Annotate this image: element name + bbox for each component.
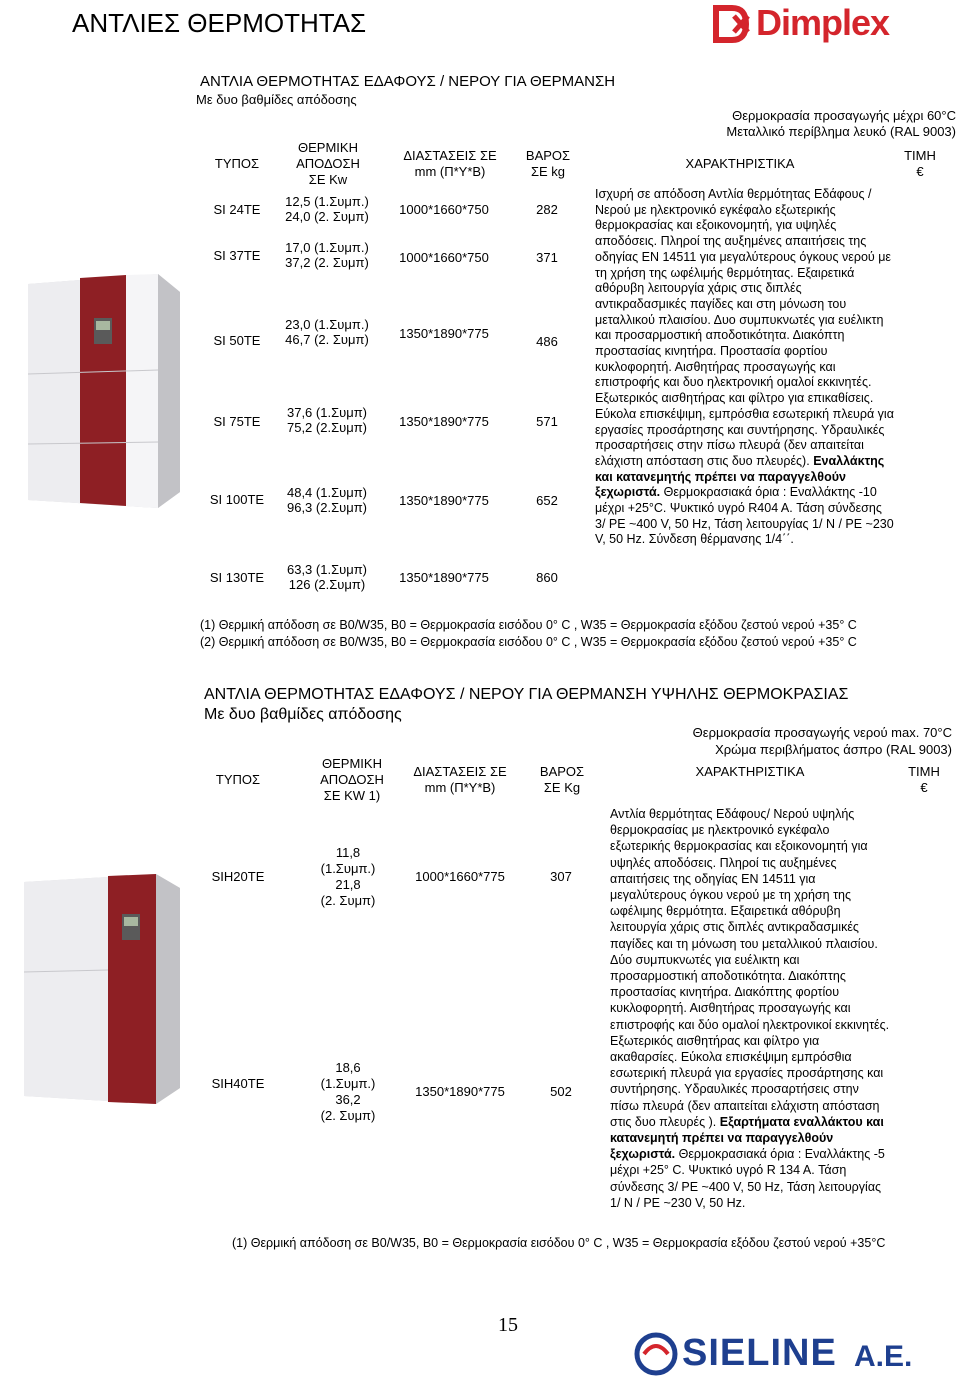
row5-power-stage2: 96,3 (2.Συμπ) xyxy=(286,500,368,515)
row3-power-stage1: 23,0 (1.Συμπ.) xyxy=(285,317,369,332)
row-sih40-weight: 502 xyxy=(550,1084,572,1099)
col2-header-weight xyxy=(530,764,594,796)
row2-power-stage1: 17,0 (1.Συμπ.) xyxy=(285,240,369,255)
section1-features-bold: Εναλλάκτης και κατανεμητής πρέπει να παραγγελθούν ξεχωριστά. xyxy=(595,453,885,500)
row4-power xyxy=(277,405,377,435)
sieline-brand-text: SIELINE xyxy=(682,1332,837,1374)
max-supply-temp-note: Θερμοκρασία προσαγωγής νερού max. 70°C xyxy=(692,725,952,740)
col2-header-price xyxy=(904,764,944,796)
row-sih20-weight: 307 xyxy=(550,869,572,884)
col2-header-dims xyxy=(400,764,520,796)
col-header-power-line2: ΑΠΟΔΟΣΗ xyxy=(296,156,360,171)
section1-features-text: Ισχυρή σε απόδοση Αντλία θερμότητας Εδάφους / Νερού με ηλεκτρονικό εγκέφαλο εξωτερικής θερμοκρασίας και εξοικονομητή, για υψηλές αποδόσεις. Πληροί της αυξημένες απαιτήσεις της οδηγίας EN 14511 για μεγαλύτερους όγκους νερού με τη χρήση της ωφέλιμής θερμότητας. Εξαιρετικά αθόρυβη λειτουργία χάρις στις διπλές αντικραδασμικές παγίδες και στη μόνωση του μεταλλικού πλαισίου. Δυο συμπυκνωτές για ευέλικτη και προσαρμοστική αποδοτικότητα. Διακόπτη προστασίας κινητήρα. Προστασία φορτίου κυκλοφορητή. Αισθητήρας προσαγωγής και επιστροφής και δυο ηλεκτρονική ομαλοί εκκινητές. Εξωτερικός αισθητήρας και φίλτρο για επικαθίσεις. Εύκολα επισκέψιμη, εμπρόσθια εσωτερική πλευρά για εργασίες προσάρτησης και συντήρησης. Υδραυλικές προσαρτήσεις στην πίσω πλευρά (δεν απαιτείται ελάχιστη απόσταση στις δυο πλευρές). xyxy=(595,187,894,468)
row-sih20-power-2: (1.Συμπ.) xyxy=(320,861,376,876)
col-header-weight xyxy=(518,148,578,180)
row-sih40-power-2: (1.Συμπ.) xyxy=(320,1076,376,1091)
col2-header-dims-line2: mm (Π*Υ*Β) xyxy=(424,780,496,795)
row-sih20-power-4: (2. Συμπ) xyxy=(320,893,376,908)
row1-weight: 282 xyxy=(536,202,558,217)
row-sih20-power xyxy=(300,845,396,909)
col-header-price xyxy=(900,148,940,180)
section1-footnote-1: (1) Θερμική απόδοση σε B0/W35, B0 = Θερμοκρασία εισόδου 0° C , W35 = Θερμοκρασία εξόδου ζεστού νερού +35° C xyxy=(200,618,857,632)
col2-header-price-line1: ΤΙΜΗ xyxy=(908,764,940,779)
section1-title: ΑΝΤΛΙΑ ΘΕΡΜΟΤΗΤΑΣ ΕΔΑΦΟΥΣ / ΝΕΡΟΥ ΓΙΑ ΘΕΡΜΑΝΣΗ xyxy=(200,73,616,90)
row3-dims: 1350*1890*775 xyxy=(399,326,489,341)
section1-features-tail: Θερμοκρασιακά όρια : Εναλλάκτης -10 μέχρι +25°C. Ψυκτικό υγρό R404 A. Τάση σύνδεσης 3/ PE ~400 V, 50 Hz, Τάση λειτουργίας 1/ N / PE ~230 V, 50 Hz. Σύνδεση θέρμανσης 1/4΄΄. xyxy=(595,485,894,547)
col-header-dims-line1: ΔΙΑΣΤΑΣΕΙΣ ΣΕ xyxy=(403,148,497,163)
col2-header-features: ΧΑΡΑΚΤΗΡΙΣΤΙΚΑ xyxy=(695,764,805,779)
section2-footnote: (1) Θερμική απόδοση σε B0/W35, B0 = Θερμοκρασία εισόδου 0° C , W35 = Θερμοκρασία εξόδου ζεστού νερού +35°C xyxy=(232,1236,886,1250)
high-temp-heat-pump-photo xyxy=(4,862,194,1112)
col-header-weight-line1: ΒΑΡΟΣ xyxy=(525,148,571,163)
row2-power xyxy=(277,240,377,270)
col-header-dims xyxy=(390,148,510,180)
row6-weight: 860 xyxy=(536,570,558,585)
row2-weight: 371 xyxy=(536,250,558,265)
row6-power-stage2: 126 (2.Συμπ) xyxy=(288,577,366,592)
row3-power-stage2: 46,7 (2. Συμπ) xyxy=(285,332,369,347)
row2-power-stage2: 37,2 (2. Συμπ) xyxy=(285,255,369,270)
row-sih20-type: SIH20TE xyxy=(211,869,265,884)
row-sih40-power-4: (2. Συμπ) xyxy=(320,1108,376,1123)
section1-subtitle: Με δυο βαθμίδες απόδοσης xyxy=(196,92,357,107)
row5-weight: 652 xyxy=(536,493,558,508)
row-sih20-power-3: 21,8 xyxy=(335,877,361,892)
col2-header-price-line2: € xyxy=(920,780,928,795)
sieline-logo xyxy=(634,1332,934,1372)
row3-type: SI 50TE xyxy=(213,333,261,348)
section1-features xyxy=(595,187,895,548)
row1-type: SI 24TE xyxy=(213,202,261,217)
col2-header-weight-line1: ΒΑΡΟΣ xyxy=(539,764,585,779)
sieline-brand-suffix: A.E. xyxy=(854,1340,913,1373)
col-header-weight-line2: ΣΕ kg xyxy=(530,164,566,179)
row5-dims: 1350*1890*775 xyxy=(399,493,489,508)
section2-subtitle: Με δυο βαθμίδες απόδοσης xyxy=(204,706,402,723)
col2-header-type: ΤΥΠΟΣ xyxy=(215,772,261,787)
col-header-power-line1: ΘΕΡΜΙΚΗ xyxy=(298,140,358,155)
col-header-power-line3: ΣΕ Kw xyxy=(308,172,348,187)
row5-type: SI 100TE xyxy=(209,492,265,507)
section2-features xyxy=(610,806,890,1211)
row-sih20-power-1: 11,8 xyxy=(335,845,361,860)
col2-header-weight-line2: ΣΕ Kg xyxy=(543,780,581,795)
dimplex-logo xyxy=(712,4,922,44)
row4-dims: 1350*1890*775 xyxy=(399,414,489,429)
row-sih40-power xyxy=(300,1060,396,1124)
row4-power-stage2: 75,2 (2.Συμπ) xyxy=(286,420,368,435)
section2-title: ΑΝΤΛΙΑ ΘΕΡΜΟΤΗΤΑΣ ΕΔΑΦΟΥΣ / ΝΕΡΟΥ ΓΙΑ ΘΕΡΜΑΝΣΗ ΥΨΗΛΗΣ ΘΕΡΜΟΚΡΑΣΙΑΣ xyxy=(204,686,849,703)
row1-power-stage2: 24,0 (2. Συμπ) xyxy=(285,209,369,224)
supply-temp-note: Θερμοκρασία προσαγωγής μέχρι 60°C xyxy=(732,108,956,123)
dimplex-logo-icon xyxy=(712,4,756,44)
section1-footnotes xyxy=(200,617,857,651)
col-header-features: ΧΑΡΑΚΤΗΡΙΣΤΙΚΑ xyxy=(685,156,795,171)
row2-dims: 1000*1660*750 xyxy=(399,250,489,265)
heat-pump-photo xyxy=(8,264,188,514)
section2-notes xyxy=(693,724,952,758)
row4-type: SI 75TE xyxy=(213,414,261,429)
col-header-power xyxy=(283,140,373,188)
row2-type: SI 37TE xyxy=(213,248,261,263)
page-title: ΑΝΤΛΙΕΣ ΘΕΡΜΟΤΗΤΑΣ xyxy=(72,8,367,38)
row1-power xyxy=(277,194,377,224)
row4-weight: 571 xyxy=(536,414,558,429)
dimplex-brand-text: Dimplex xyxy=(756,2,890,43)
row5-power-stage1: 48,4 (1.Συμπ) xyxy=(286,485,368,500)
sieline-logo-icon xyxy=(634,1332,678,1376)
section2-features-tail: Θερμοκρασιακά όρια : Εναλλάκτης -5 μέχρι +25° C. Ψυκτικό υγρό R 134 A. Τάση σύνδεσης 3/ PE ~400 V, 50 Hz, Τάση λειτουργίας 1/ N / PE ~230 V, 50 Hz. xyxy=(610,1147,885,1210)
section1-footnote-2: (2) Θερμική απόδοση σε B0/W35, B0 = Θερμοκρασία εισόδου 0° C , W35 = Θερμοκρασία εξόδου ζεστού νερού +35° C xyxy=(200,635,857,649)
casing-note: Μεταλλικό περίβλημα λευκό (RAL 9003) xyxy=(726,124,956,139)
row-sih20-dims: 1000*1660*775 xyxy=(415,869,505,884)
row3-power xyxy=(277,317,377,347)
row3-weight: 486 xyxy=(536,334,558,349)
col2-header-dims-line1: ΔΙΑΣΤΑΣΕΙΣ ΣΕ xyxy=(413,764,507,779)
row6-power xyxy=(277,562,377,592)
row1-dims: 1000*1660*750 xyxy=(399,202,489,217)
row-sih40-power-3: 36,2 xyxy=(335,1092,361,1107)
col-header-type: ΤΥΠΟΣ xyxy=(214,156,260,171)
col2-header-power-line1: ΘΕΡΜΙΚΗ xyxy=(322,756,382,771)
col2-header-power-line2: ΑΠΟΔΟΣΗ xyxy=(320,772,384,787)
col-header-price-line2: € xyxy=(916,164,924,179)
row-sih40-power-1: 18,6 xyxy=(335,1060,361,1075)
row5-power xyxy=(277,485,377,515)
row6-dims: 1350*1890*775 xyxy=(399,570,489,585)
col-header-dims-line2: mm (Π*Υ*Β) xyxy=(414,164,486,179)
page-number: 15 xyxy=(498,1314,518,1336)
col2-header-power xyxy=(300,756,404,804)
casing-color-note: Χρώμα περιβλήματος άσπρο (RAL 9003) xyxy=(715,742,952,757)
row-sih40-dims: 1350*1890*775 xyxy=(415,1084,505,1099)
col-header-price-line1: ΤΙΜΗ xyxy=(904,148,936,163)
row-sih40-type: SIH40TE xyxy=(211,1076,265,1091)
row6-type: SI 130TE xyxy=(209,570,265,585)
col2-header-power-line3: ΣΕ KW 1) xyxy=(323,788,381,803)
row1-power-stage1: 12,5 (1.Συμπ.) xyxy=(285,194,369,209)
row4-power-stage1: 37,6 (1.Συμπ) xyxy=(286,405,368,420)
section2-features-text: Αντλία θερμότητας Εδάφους/ Νερού υψηλής θερμοκρασίας με ηλεκτρονικό εγκέφαλο εξωτερικής θερμοκρασίας και εξοικονομητή για υψηλές αποδόσεις. Πληροί τις αυξημένες απαιτήσεις της οδηγίας EN 14511 για μεγαλύτερους όγκου νερού με τη χρήση της ωφέλιμης θερμότητα. Εξαιρετικά αθόρυβη λειτουργία χάρις στις διπλές αντικραδασμικές παγίδες και τη μόνωση του μεταλλικού πλαισίου. Δύο συμπυκνωτές για ευέλικτη και προσαρμοστική αποδοτικότητα. Διακόπτης προστασίας κινητήρα. Διακόπτης φορτίου κυκλοφορητή. Αισθητήρας προσαγωγής και επιστροφής και δύο ομαλοί ηλεκτρονικοί εκκινητές. Εξωτερικός αισθητήρας και φίλτρο για ακαθαρσίες. Εύκολα επισκέψιμη εμπρόσθια εσωτερική πλευρά για εργασίες προσάρτησης και συντήρησης. Υδραυλικές προσαρτήσεις στην πίσω πλευρά (δεν απαιτείται ελάχιστη απόσταση στις δυο πλευρές ). xyxy=(610,807,890,1129)
section2-features-bold: Εξαρτήματα εναλλάκτου και κατανεμητή πρέπει να παραγγελθούν ξεχωριστά. xyxy=(610,1114,884,1162)
section1-notes xyxy=(726,108,956,140)
row6-power-stage1: 63,3 (1.Συμπ) xyxy=(286,562,368,577)
